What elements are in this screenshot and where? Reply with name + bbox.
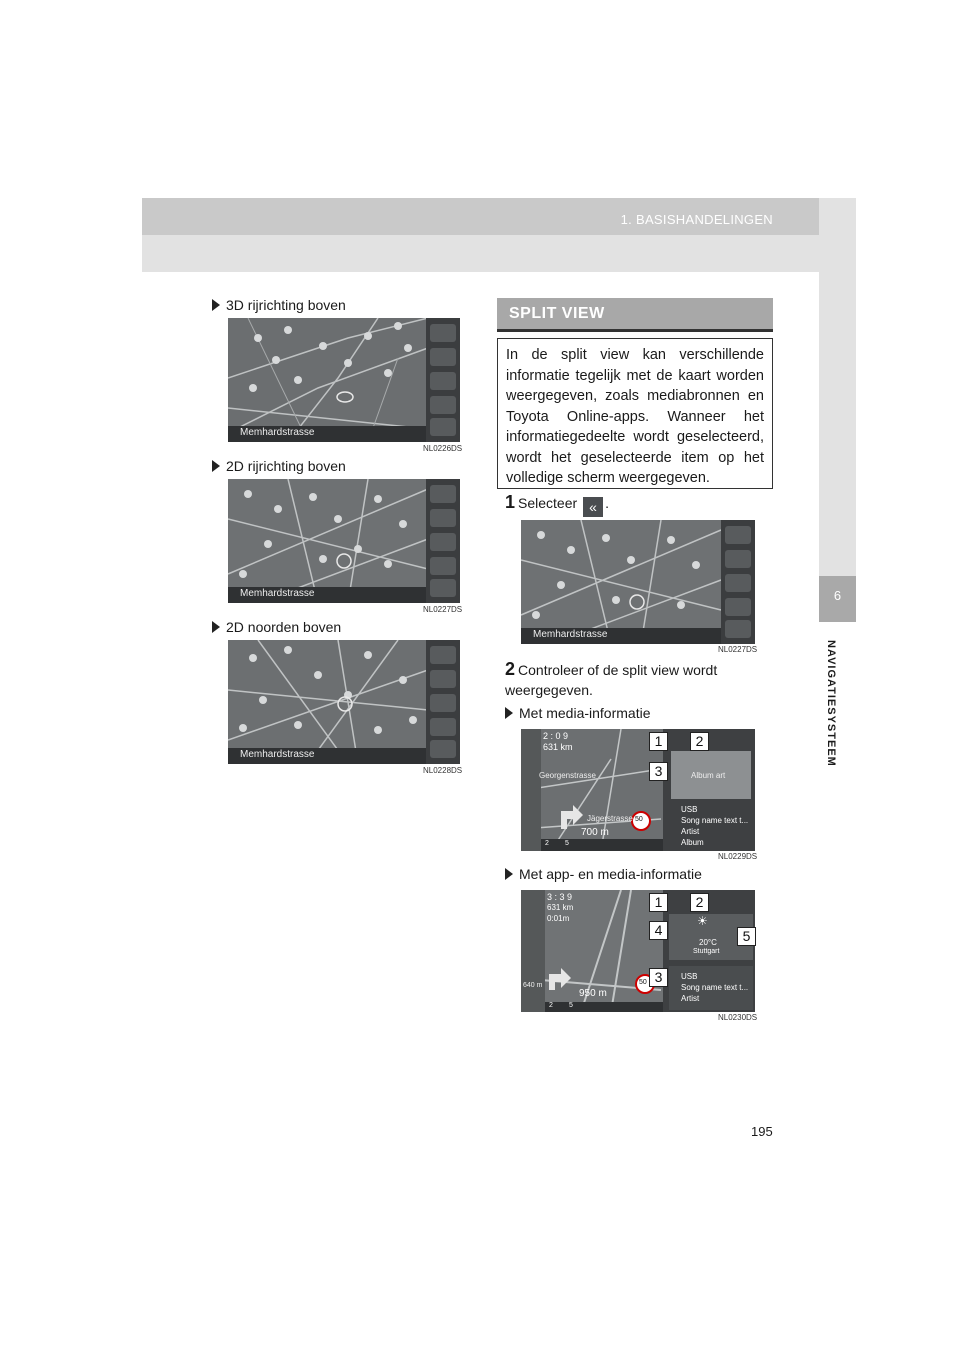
callout-1: 1 — [649, 893, 668, 912]
app-time: 3 : 3 9 — [547, 892, 573, 902]
header-band — [142, 198, 819, 235]
double-chevron-left-icon: « — [583, 497, 603, 517]
callout-5: 5 — [737, 927, 756, 946]
map-2d-north-svg — [228, 640, 460, 764]
callout-2: 2 — [690, 893, 709, 912]
app-small-dist: 640 m — [523, 982, 543, 989]
media-street2: Jägerstrasse — [587, 814, 633, 823]
media-artist: Artist — [681, 827, 700, 836]
bullet-2d-heading: 2D rijrichting boven — [212, 458, 346, 474]
callout-2: 2 — [690, 732, 709, 751]
bullet-2d-north: 2D noorden boven — [212, 619, 341, 635]
media-song: Song name text t... — [681, 816, 749, 825]
image-code: NL0226DS — [423, 444, 463, 453]
bullet-triangle-icon — [212, 460, 220, 472]
image-code: NL0228DS — [423, 766, 463, 775]
app-temp: 20°C — [699, 938, 717, 947]
map-screenshot-2d-north — [228, 640, 460, 764]
chapter-title-wrap — [807, 640, 867, 780]
split-view-heading — [497, 298, 773, 332]
callout-3: 3 — [649, 762, 668, 781]
app-lane2: 5 — [569, 1002, 573, 1009]
callout-4: 4 — [649, 921, 668, 940]
map-street-label: Memhardstrasse — [240, 427, 315, 438]
map-2d-heading-svg — [228, 479, 460, 603]
map-street-label: Memhardstrasse — [240, 588, 315, 599]
media-lane2: 5 — [565, 840, 569, 847]
section-title: 1. BASISHANDELINGEN — [620, 212, 773, 227]
media-distance: 631 km — [543, 742, 573, 752]
map-street-label: Memhardstrasse — [240, 749, 315, 760]
map-3d-svg — [228, 318, 460, 442]
bullet-app-media: Met app- en media-informatie — [505, 866, 702, 882]
chapter-title: NAVIGATIESYSTEEM — [825, 640, 837, 767]
bullet-triangle-icon — [212, 621, 220, 633]
bullet-triangle-icon — [505, 868, 513, 880]
image-code: NL0229DS — [718, 852, 758, 861]
chapter-number: 6 — [833, 588, 842, 603]
side-bar — [819, 198, 856, 576]
media-lane1: 2 — [545, 840, 549, 847]
media-album-art: Album art — [691, 771, 726, 780]
header-subband — [142, 235, 819, 272]
app-lane1: 2 — [549, 1002, 553, 1009]
map-screenshot-step1 — [521, 520, 755, 644]
split-app-media-screenshot — [521, 890, 755, 1012]
app-source: USB — [681, 972, 698, 981]
weather-icon: ☀ — [697, 914, 708, 928]
app-speed: 50 — [639, 979, 647, 986]
media-source: USB — [681, 805, 698, 814]
map-screenshot-2d-heading — [228, 479, 460, 603]
media-turn-distance: 700 m — [581, 827, 609, 838]
media-album: Album — [681, 838, 704, 847]
app-city: Stuttgart — [693, 948, 720, 955]
page-number: 195 — [751, 1124, 773, 1139]
callout-3: 3 — [649, 968, 668, 987]
media-speed: 50 — [635, 816, 643, 823]
callout-1: 1 — [649, 732, 668, 751]
step-2: 2 Controleer of de split view wordt weergegeven. — [505, 659, 718, 698]
image-code: NL0227DS — [718, 645, 758, 654]
app-artist: Artist — [681, 994, 700, 1003]
app-song: Song name text t... — [681, 983, 749, 992]
app-elapsed: 0:01m — [547, 914, 570, 923]
split-media-screenshot — [521, 729, 755, 851]
bullet-triangle-icon — [212, 299, 220, 311]
media-street1: Georgenstrasse — [539, 771, 596, 780]
step-1: 1 Selecteer « . — [505, 492, 609, 515]
app-turn-distance: 950 m — [579, 988, 607, 999]
bullet-3d: 3D rijrichting boven — [212, 297, 346, 313]
bullet-media: Met media-informatie — [505, 705, 651, 721]
bullet-triangle-icon — [505, 707, 513, 719]
image-code: NL0230DS — [718, 1013, 758, 1022]
image-code: NL0227DS — [423, 605, 463, 614]
media-time: 2 : 0 9 — [543, 731, 569, 741]
map-street-label: Memhardstrasse — [533, 629, 608, 640]
split-view-intro: In de split view kan verschillende informatie tegelijk met de kaart worden weergegeven, zoals mediabronnen en Toyota Online-apps. Wanneer het informatiegedeelte wordt geselecteerd, wordt het geselecteerde item op het volledige scherm weergegeven. — [497, 338, 773, 489]
map-step1-svg — [521, 520, 755, 644]
map-screenshot-3d — [228, 318, 460, 442]
split-view-title: SPLIT VIEW — [509, 305, 605, 322]
app-distance: 631 km — [547, 903, 574, 912]
